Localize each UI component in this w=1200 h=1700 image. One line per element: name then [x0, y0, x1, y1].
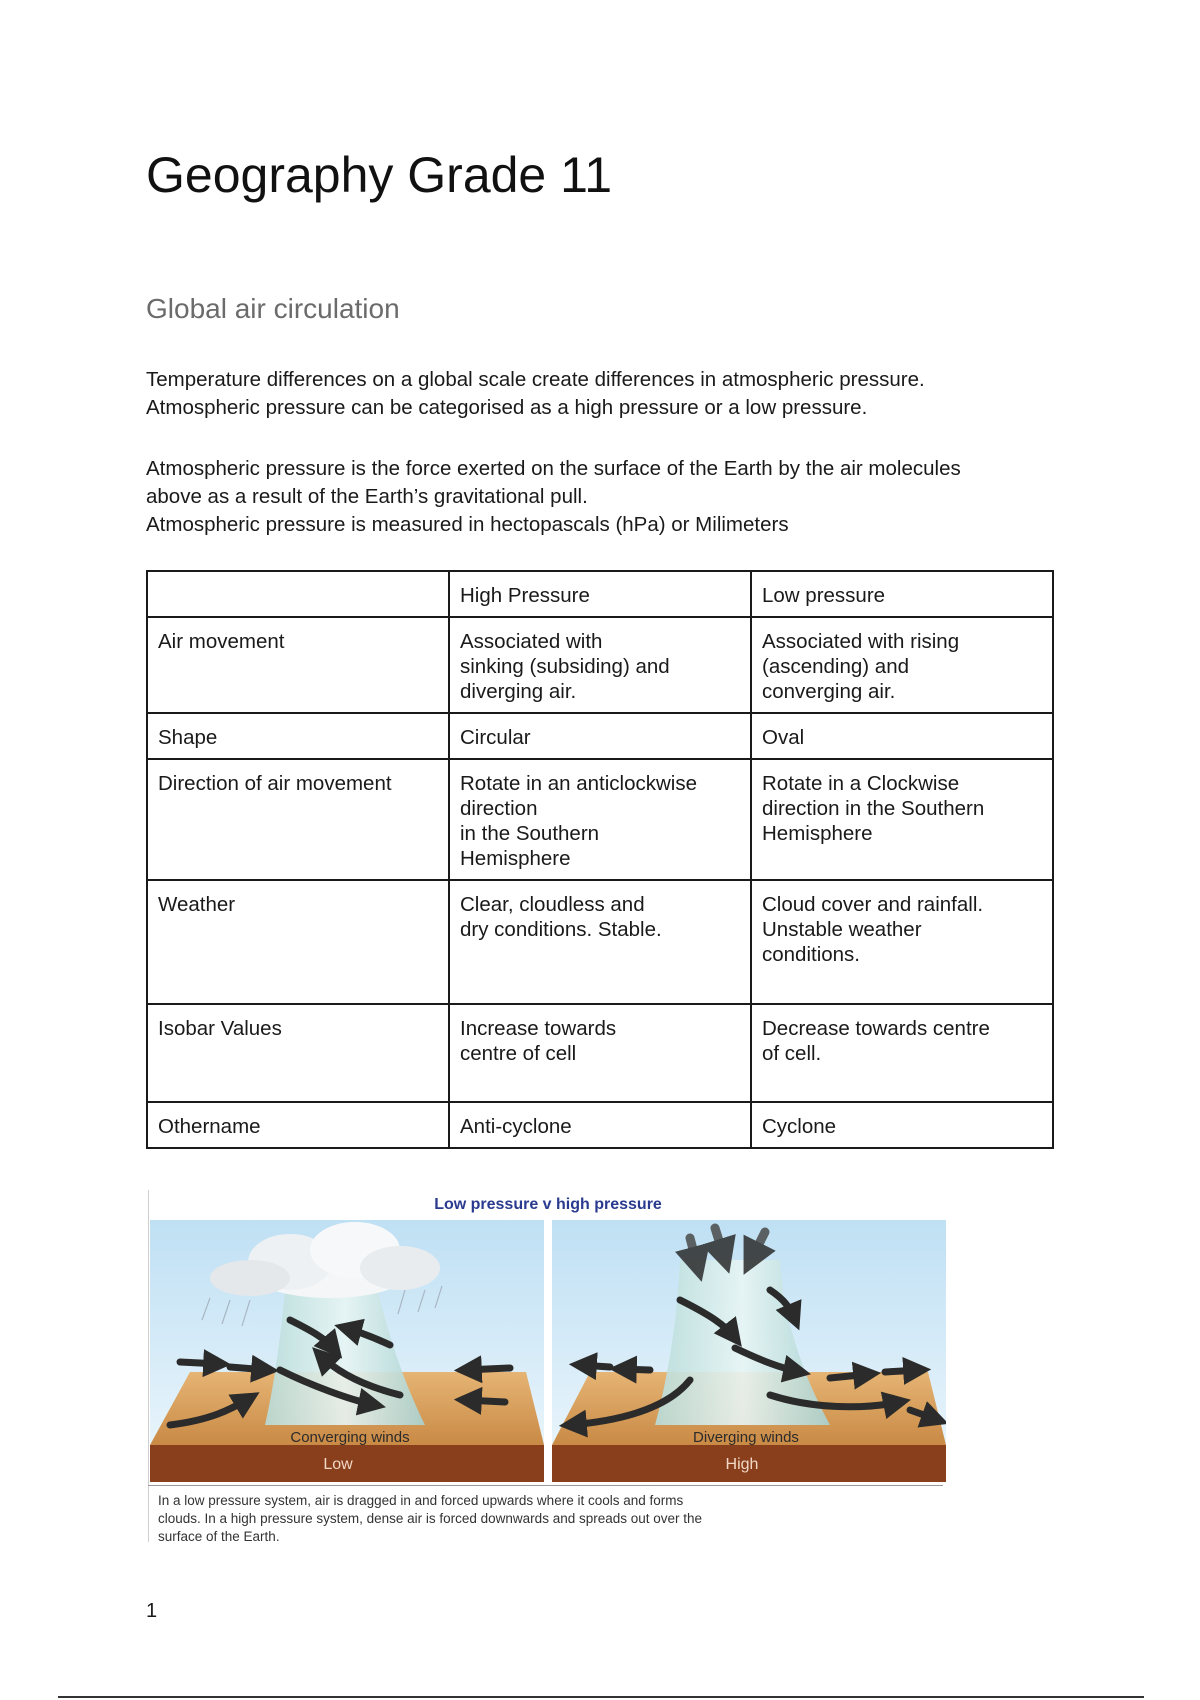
- table-row: [147, 880, 1053, 1004]
- high-pressure-panel: [552, 1220, 946, 1482]
- text-line: Atmospheric pressure is measured in hectopascals (hPa) or Milimeters: [146, 513, 789, 536]
- text-line: Atmospheric pressure can be categorised as a high pressure or a low pressure.: [146, 396, 868, 419]
- low-cell: Associated with rising (ascending) and converging air.: [751, 617, 1053, 713]
- wind-arrow: [885, 1370, 920, 1372]
- low-pressure-panel: [150, 1220, 544, 1482]
- high-cell: Anti-cyclone: [449, 1102, 751, 1148]
- row-label: Direction of air movement: [147, 759, 449, 880]
- low-cell: Oval: [751, 713, 1053, 759]
- high-cell: Associated with sinking (subsiding) and diverging air.: [449, 617, 751, 713]
- low-cell: Decrease towards centre of cell.: [751, 1004, 1053, 1102]
- header-cell-empty: [147, 571, 449, 617]
- pressure-comparison-table: [146, 570, 1054, 1149]
- high-cell: Increase towards centre of cell: [449, 1004, 751, 1102]
- page-title: Geography Grade 11: [146, 147, 613, 203]
- high-cell: Clear, cloudless and dry conditions. Stable.: [449, 880, 751, 1004]
- caption-line: In a low pressure system, air is dragged in and forced upwards where it cools and forms: [158, 1493, 684, 1508]
- pressure-diagram: [150, 1220, 946, 1482]
- footer-divider: [58, 1696, 1144, 1698]
- table-row: [147, 1102, 1053, 1148]
- header-cell-high: High Pressure: [449, 571, 751, 617]
- left-label: Low: [323, 1456, 353, 1473]
- figure-caption: [158, 1492, 938, 1546]
- low-cell: Rotate in a Clockwise direction in the Southern Hemisphere: [751, 759, 1053, 880]
- caption-line: clouds. In a high pressure system, dense air is forced downwards and spreads out over the: [158, 1511, 703, 1526]
- definition-paragraph: [146, 455, 961, 539]
- row-label: Shape: [147, 713, 449, 759]
- header-cell-low: Low pressure: [751, 571, 1053, 617]
- row-label: Othername: [147, 1102, 449, 1148]
- wind-arrow: [465, 1400, 505, 1402]
- page-number: 1: [146, 1600, 158, 1622]
- wind-arrow: [465, 1368, 510, 1370]
- wind-arrow: [830, 1374, 870, 1378]
- row-label: Air movement: [147, 617, 449, 713]
- low-cell: Cyclone: [751, 1102, 1053, 1148]
- table-row: [147, 1004, 1053, 1102]
- wind-arrow: [620, 1369, 650, 1370]
- figure-border: [148, 1190, 149, 1542]
- intro-paragraph: [146, 366, 925, 422]
- pressure-diagram-figure: [148, 1190, 948, 1550]
- table-row: [147, 617, 1053, 713]
- high-cell: Circular: [449, 713, 751, 759]
- table-row: [147, 713, 1053, 759]
- low-cell: Cloud cover and rainfall. Unstable weather conditions.: [751, 880, 1053, 1004]
- right-caption: Diverging winds: [693, 1429, 799, 1446]
- high-cell: Rotate in an anticlockwise direction in the Southern Hemisphere: [449, 759, 751, 880]
- text-line: above as a result of the Earth’s gravitational pull.: [146, 485, 588, 508]
- caption-line: surface of the Earth.: [158, 1529, 280, 1544]
- text-line: Atmospheric pressure is the force exerted on the surface of the Earth by the air molecules: [146, 457, 961, 480]
- section-title: Global air circulation: [146, 293, 400, 324]
- caption-divider: [148, 1485, 943, 1486]
- left-caption: Converging winds: [290, 1429, 410, 1446]
- text-line: Temperature differences on a global scale create differences in atmospheric pressure.: [146, 368, 925, 391]
- row-label: Weather: [147, 880, 449, 1004]
- wind-arrow: [180, 1362, 220, 1364]
- wind-arrow: [230, 1367, 268, 1370]
- wind-arrow: [580, 1365, 610, 1367]
- figure-title: Low pressure v high pressure: [434, 1196, 662, 1213]
- table-header-row: [147, 571, 1053, 617]
- right-label: High: [725, 1456, 759, 1473]
- row-label: Isobar Values: [147, 1004, 449, 1102]
- table-row: [147, 759, 1053, 880]
